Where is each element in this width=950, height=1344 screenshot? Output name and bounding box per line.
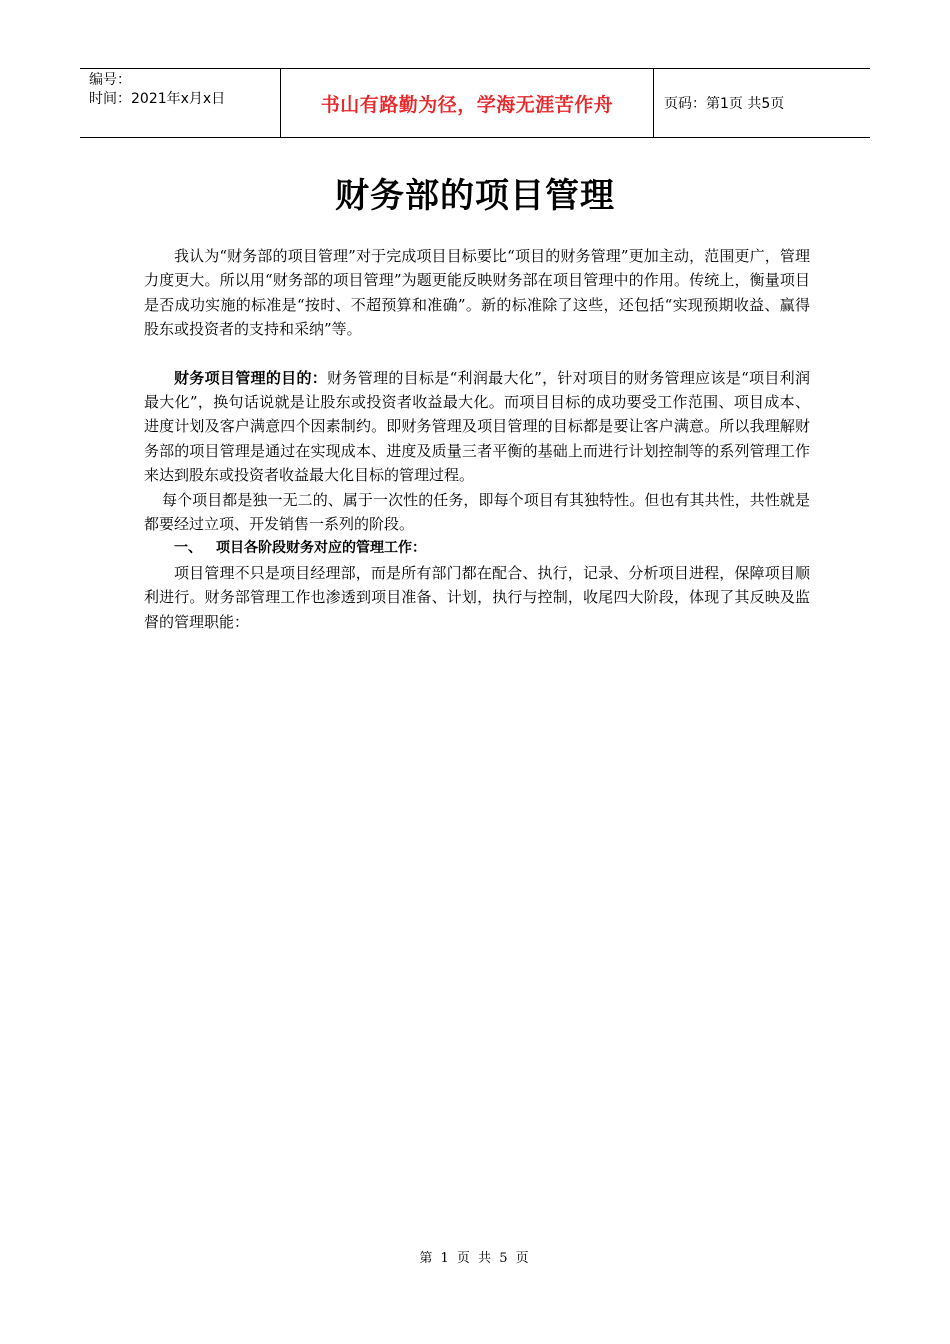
date-line: 时间：2021年x月x日 xyxy=(89,91,226,107)
document-title: 财务部的项目管理 xyxy=(335,176,615,216)
section-number: 一、 xyxy=(174,540,202,557)
header-meta-cell xyxy=(80,69,281,137)
motto-text: 书山有路勤为径，学海无涯苦作舟 xyxy=(320,93,614,116)
document-header xyxy=(80,68,870,138)
section-heading-1 xyxy=(144,536,810,560)
header-page-cell xyxy=(654,69,870,137)
page-footer: 第 1 页 共 5 页 xyxy=(419,1251,531,1266)
section-title: 项目各阶段财务对应的管理工作： xyxy=(216,540,426,557)
intro-paragraph: 我认为“财务部的项目管理”对于完成项目目标要比“项目的财务管理”更加主动，范围更广，管理力度更大。所以用“财务部的项目管理”为题更能反映财务部在项目管理中的作用。传统上，衡量项目是否成功实施的标准是“按时、不超预算和准确”。新的标准除了这些，还包括“实现预期收益、赢得股东或投资者的支持和采纳”等。 xyxy=(144,247,810,339)
purpose-label: 财务项目管理的目的： xyxy=(174,368,328,387)
uniqueness-paragraph: 每个项目都是独一无二的、属于一次性的任务，即每个项目有其独特性。但也有其共性，共性就是都要经过立项、开发销售一系列的阶段。 xyxy=(144,490,810,534)
purpose-paragraph xyxy=(144,366,810,488)
serial-number-label: 编号： xyxy=(89,72,131,88)
section-1-paragraph: 项目管理不只是项目经理部，而是所有部门都在配合、执行，记录、分析项目进程，保障项目顺利进行。财务部管理工作也渗透到项目准备、计划，执行与控制，收尾四大阶段，体现了其反映及监督的管理职能： xyxy=(144,563,810,631)
page-info: 页码：第1页 共5页 xyxy=(664,96,785,112)
purpose-text: 财务管理的目标是“利润最大化”，针对项目的财务管理应该是“项目利润最大化”，换句话说就是让股东或投资者收益最大化。而项目目标的成功要受工作范围、项目成本、进度计划及客户满意四个因素制约。即财务管理及项目管理的目标都是要让客户满意。所以我理解财务部的项目管理是通过在实现成本、进度及质量三者平衡的基础上而进行计划控制等的系列管理工作来达到股东或投资者收益最大化目标的管理过程。 xyxy=(144,368,810,485)
document-body xyxy=(144,244,810,634)
header-motto-cell xyxy=(281,69,654,137)
